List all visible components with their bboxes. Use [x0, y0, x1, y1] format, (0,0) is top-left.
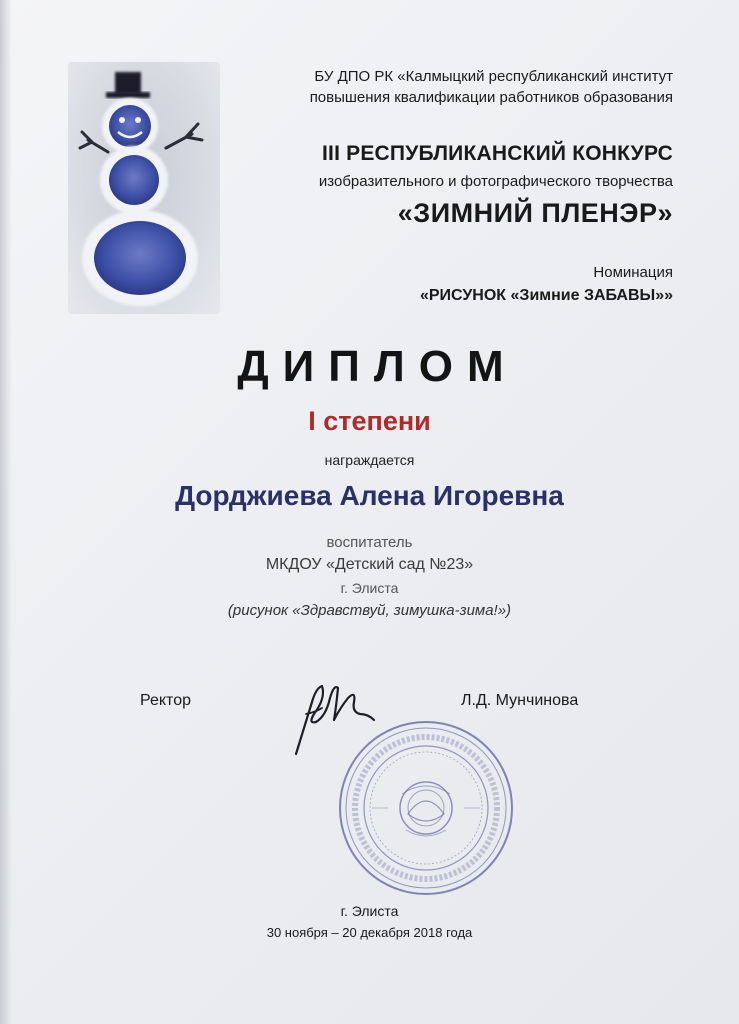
institution-line-1: БУ ДПО РК «Калмыцкий республиканский институт	[314, 68, 673, 85]
recipient-work: (рисунок «Здравствуй, зимушка-зима!»)	[227, 602, 512, 619]
recipient-city: г. Элиста	[340, 580, 399, 596]
signatory-title: Ректор	[140, 692, 191, 709]
awarded-label: награждается	[324, 452, 415, 468]
footer-dates: 30 ноября – 20 декабря 2018 года	[266, 925, 473, 940]
snowman-icon	[68, 62, 220, 314]
diploma-title: ДИПЛОМ	[237, 342, 518, 391]
nomination-label: Номинация	[593, 264, 673, 281]
institution-name	[310, 66, 673, 108]
signatory-name: Л.Д. Мунчинова	[461, 692, 579, 709]
contest-name: «ЗИМНИЙ ПЛЕНЭР»	[397, 198, 673, 228]
footer-city: г. Элиста	[340, 903, 399, 919]
nomination-value: «РИСУНОК «Зимние ЗАБАВЫ»»	[419, 287, 673, 304]
contest-title: III РЕСПУБЛИКАНСКИЙ КОНКУРС	[322, 142, 673, 165]
recipient-name: Дорджиева Алена Игоревна	[175, 480, 564, 511]
diploma-degree: I степени	[308, 406, 431, 436]
recipient-organization: МКДОУ «Детский сад №23»	[265, 556, 474, 573]
official-seal-icon	[336, 718, 516, 898]
recipient-position: воспитатель	[326, 534, 413, 551]
page-edge-shadow	[0, 0, 12, 1024]
institution-line-2: повышения квалификации работников образования	[309, 89, 673, 106]
contest-subtitle: изобразительного и фотографического творчества	[318, 173, 673, 190]
snowman-illustration	[68, 62, 220, 314]
